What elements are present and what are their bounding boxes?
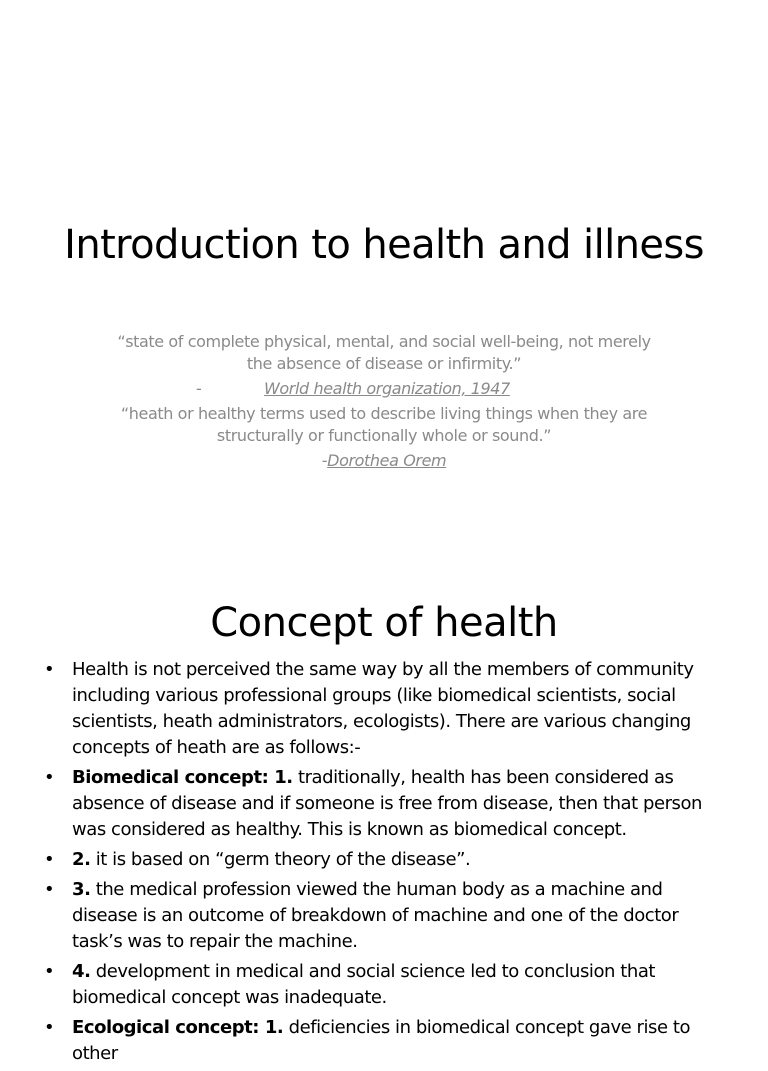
bullet-bold-label: Ecological concept: 1. [72, 1017, 284, 1038]
attribution-dash: - [321, 451, 328, 470]
bullet-item [44, 657, 712, 761]
bullet-item [44, 1015, 712, 1067]
bullet-dot-icon: • [44, 659, 55, 680]
bullet-bold-label: 2. [72, 849, 91, 870]
bullet-text: development in medical and social science led to conclusion that biomedical concept was inadequate. [72, 961, 656, 1008]
bullet-item [44, 959, 712, 1011]
bullet-dot-icon: • [44, 849, 55, 870]
bullet-item [44, 877, 712, 955]
attribution-who-link[interactable]: World health organization, 1947 [264, 379, 510, 398]
bullet-dot-icon: • [44, 1017, 55, 1038]
bullet-item [44, 847, 712, 873]
bullet-bold-label: 3. [72, 879, 91, 900]
bullet-text: deficiencies in biomedical concept gave rise to other [72, 1017, 691, 1064]
attribution-orem-link[interactable]: Dorothea Orem [327, 451, 447, 470]
bullet-item [44, 765, 712, 843]
bullet-list [44, 657, 712, 1071]
bullet-dot-icon: • [44, 879, 55, 900]
bullet-text: it is based on “germ theory of the disease”. [90, 849, 471, 870]
quote-orem-attribution [110, 450, 658, 472]
quote-who: “state of complete physical, mental, and social well-being, not merely the absence of disease or infirmity.” [117, 332, 651, 373]
bullet-bold-label: 4. [72, 961, 91, 982]
bullet-text: Health is not perceived the same way by all the members of community including various professional groups (like biomedical scientists, social scientists, heath administrators, ecologists). There are various changing concepts of heath are as follows:- [72, 659, 694, 758]
quote-who-attribution [110, 378, 658, 403]
bullet-text: traditionally, health has been considered as absence of disease and if someone is free from disease, then that person was considered as healthy. This is known as biomedical concept. [72, 767, 702, 840]
bullet-dot-icon: • [44, 767, 55, 788]
content-slide [0, 576, 768, 1064]
quote-orem: “heath or healthy terms used to describe living things when they are structurally or functionally whole or sound.” [120, 404, 648, 445]
quotes-block [110, 331, 658, 472]
bullet-text: the medical profession viewed the human body as a machine and disease is an outcome of breakdown of machine and one of the doctor task’s was to repair the machine. [72, 879, 679, 952]
attribution-dash: - [196, 379, 202, 398]
slide-title: Introduction to health and illness [64, 222, 704, 268]
slide-title: Concept of health [210, 600, 558, 646]
bullet-dot-icon: • [44, 961, 55, 982]
bullet-bold-label: Biomedical concept: 1. [72, 767, 293, 788]
